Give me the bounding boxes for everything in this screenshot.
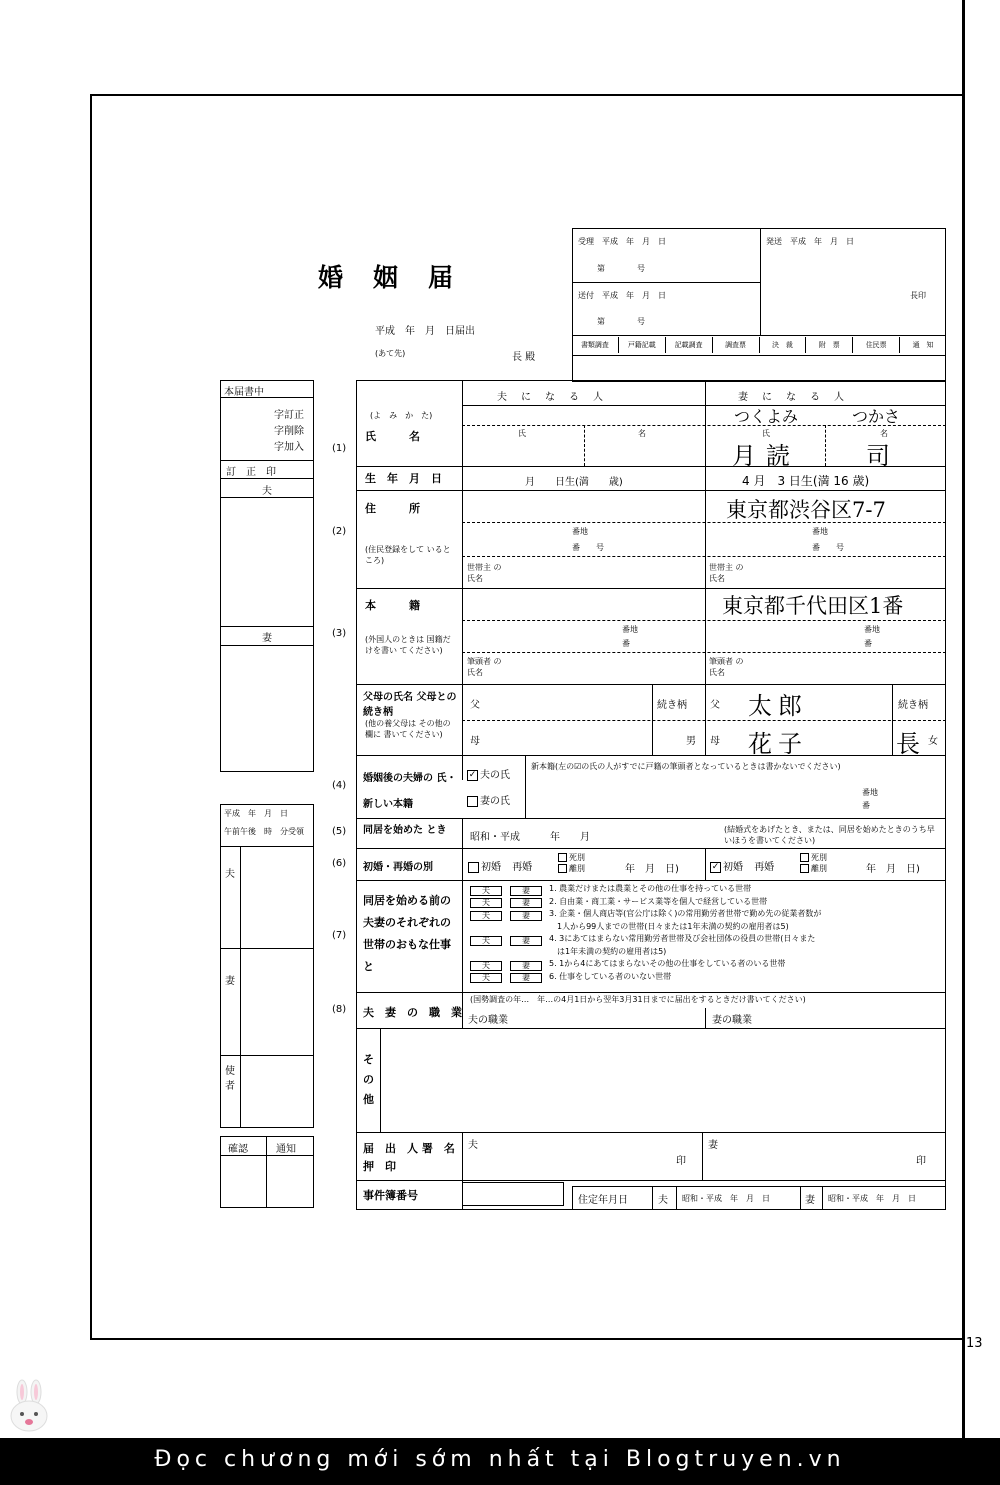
form-title: 婚姻届: [318, 263, 484, 292]
husband-first-marriage-checkbox[interactable]: [468, 862, 479, 873]
office-check-col: 書類調査: [580, 341, 609, 349]
husband-father-label: 父: [470, 700, 480, 711]
work-items-list: [549, 883, 944, 983]
wife-mother-label: 母: [710, 736, 720, 747]
chief-seal: 長印: [910, 291, 926, 300]
footer-text[interactable]: Đọc chương mới sớm nhất tại Blogtruyen.vn: [154, 1447, 846, 1472]
cohab-value: 昭和・平成 年 月: [470, 832, 590, 843]
office-check-col: 決 裁: [759, 337, 806, 353]
parents-label: 父母の氏名 父母との続き柄: [363, 692, 457, 718]
husband-relation-label: 続き柄: [657, 700, 687, 711]
wife-father-label: 父: [710, 700, 720, 711]
notify-label: 通知: [276, 1144, 296, 1155]
section-number-8: (8): [332, 1004, 347, 1015]
work-wife-checkbox[interactable]: 妻: [510, 911, 542, 921]
husband-divorce-label: 離別: [569, 864, 585, 873]
husband-surname-label: 氏: [518, 429, 526, 438]
dispatch-line: 発送 平成 年 月 日: [766, 237, 854, 246]
parents-note: (他の養父母は その他の欄に 書いてください): [365, 719, 451, 739]
wife-divorce-label: 離別: [811, 864, 827, 873]
honseki-label: 本 籍: [365, 599, 420, 612]
work-wife-checkbox[interactable]: 妻: [510, 936, 542, 946]
work-item: 2. 自由業・商工業・サービス業等を個人で経営している世帯: [549, 896, 768, 906]
panel-wife: 妻: [262, 633, 272, 644]
husband-mother-label: 母: [470, 736, 480, 747]
other-field[interactable]: [382, 1030, 944, 1130]
work-item: は1年未満の契約の雇用者は5): [549, 946, 667, 956]
work-item: 1人から99人までの世帯(日々または1年未満の契約の雇用者は5): [549, 921, 789, 931]
signer-husband: 夫: [468, 1140, 478, 1151]
filing-date: 平成 年 月 日届出: [375, 326, 475, 337]
wife-divorce-checkbox[interactable]: [800, 864, 809, 873]
work-husband-checkbox[interactable]: 夫: [470, 936, 502, 946]
handwritten-mother: 花子: [748, 730, 808, 758]
work-husband-checkbox[interactable]: 夫: [470, 973, 502, 983]
handwritten-reading-given: つかさ: [852, 407, 901, 426]
census-note: (国勢調査の年… 年…の4月1日から翌年3月31日までに届出をするときだけ書いてください): [470, 995, 806, 1004]
section-number-2: (2): [332, 526, 347, 537]
reception-messenger: 使者: [225, 1066, 235, 1092]
correction-fix: 字訂正: [274, 410, 304, 421]
husband-marriage-type[interactable]: [468, 858, 532, 873]
forward-line: 送付 平成 年 月 日: [578, 291, 666, 300]
correction-add: 字加入: [274, 442, 304, 453]
wife-honseki-ban: 番: [864, 639, 872, 648]
work-item: 3. 企業・個人商店等(官公庁は除く)の常用勤労者世帯で勤め先の従業者数が: [549, 909, 822, 918]
wife-job-label: 妻の職業: [712, 1015, 752, 1026]
wife-banchi: 番地: [812, 527, 828, 536]
office-check-columns: [572, 337, 946, 353]
wife-death-sep-checkbox[interactable]: [800, 853, 809, 862]
husband-given-label: 名: [638, 429, 646, 438]
work-item: 6. 仕事をしている者のいない世帯: [549, 971, 672, 981]
addressee-note: (あて先): [375, 349, 406, 358]
handwritten-reading-surname: つくよみ: [734, 407, 799, 426]
wife-first-marriage-checkbox[interactable]: ✓: [711, 861, 720, 872]
name-label: 氏 名: [365, 430, 420, 443]
husband-seal: 印: [676, 1156, 686, 1167]
husband-death-sep-label: 死別: [569, 853, 585, 862]
wife-first-marriage-label: 初婚: [723, 862, 743, 873]
handwritten-relation: 長: [896, 730, 920, 758]
work-husband-checkbox[interactable]: 夫: [470, 911, 502, 921]
signer-label: 届 出 人 署 名 押 印: [363, 1142, 466, 1173]
page-number: 13: [966, 1336, 983, 1351]
husband-household-head: 世帯主 の氏名: [467, 563, 502, 583]
wife-seal: 印: [916, 1156, 926, 1167]
panel-header: 本届書中: [224, 387, 264, 398]
residence-wife: 妻: [805, 1195, 815, 1206]
forward-number: 第 号: [597, 317, 645, 326]
confirm-label: 確認: [228, 1144, 248, 1155]
address-note: (住民登録をして いるところ): [365, 545, 451, 565]
cohab-label: 同居を始めた とき: [363, 825, 447, 836]
husband-remarriage-label: 再婚: [512, 862, 533, 873]
wife-hittousha: 筆頭者 の氏名: [709, 657, 744, 677]
handwritten-given: 司: [866, 442, 890, 470]
work-label: 同居を始める前の夫妻のそれぞれの世帯のおもな仕事と: [363, 894, 451, 973]
handwritten-address: 東京都渋谷区7-7: [726, 498, 886, 522]
surname-after-label: 婚姻後の夫婦の 氏・新しい本籍: [363, 773, 457, 810]
case-number-field[interactable]: [462, 1182, 564, 1206]
wife-ban-go: 番 号: [812, 543, 844, 552]
reception-number: 第 号: [597, 264, 645, 273]
office-check-col: 附 票: [805, 337, 852, 353]
residence-date-label: 住定年月日: [578, 1195, 628, 1206]
signer-wife: 妻: [708, 1140, 718, 1151]
wife-remarriage-date: 年 月 日): [866, 864, 920, 875]
work-wife-checkbox[interactable]: 妻: [510, 886, 542, 896]
office-check-col: 調査票: [712, 337, 759, 353]
address-label: 住 所: [365, 502, 420, 515]
occupation-label: 夫 妻 の 職 業: [363, 1006, 462, 1019]
section-number-4: (4): [332, 780, 347, 791]
work-item: 5. 1から4にあてはまらないその他の仕事をしている者のいる世帯: [549, 959, 786, 968]
wife-remarriage-kind[interactable]: [800, 852, 827, 874]
husband-job-label: 夫の職業: [468, 1015, 508, 1026]
handwritten-birth: 4 月 3 日生(満 16 歳): [742, 474, 870, 488]
wife-household-head: 世帯主 の氏名: [709, 563, 744, 583]
husband-birth: 月 日生(満 歳): [525, 477, 623, 488]
wife-relation-label: 続き柄: [898, 700, 928, 711]
yomikata-label: (よ み か た): [370, 411, 433, 420]
work-item: 1. 農業だけまたは農業とその他の仕事を持っている世帯: [549, 884, 752, 893]
correction-delete: 字削除: [274, 426, 304, 437]
wife-marriage-type[interactable]: [710, 858, 774, 873]
marriage-type-label: 初婚・再婚の別: [363, 862, 433, 873]
new-honseki-banchi: 番地: [862, 788, 878, 797]
reception-line: 受理 平成 年 月 日: [578, 237, 666, 246]
reception-date: 平成 年 月 日: [224, 809, 288, 818]
section-number-3: (3): [332, 628, 347, 639]
husband-first-marriage-label: 初婚: [481, 862, 501, 873]
other-label: そ の 他: [363, 1053, 374, 1106]
new-honseki-ban: 番: [862, 801, 870, 810]
handwritten-honseki: 東京都千代田区1番: [722, 594, 904, 618]
office-check-col: 戸籍記載: [618, 337, 665, 353]
work-item: 4. 3にあてはまらない常用勤労者世帯及び会社団体の役員の世帯(日々また: [549, 934, 816, 943]
wife-surname-option-label: 妻の氏: [480, 796, 510, 807]
wife-given-label: 名: [880, 429, 888, 438]
cohab-note: (結婚式をあげたとき、または、同居を始めたときのうち早いほうを書いてください): [724, 825, 935, 845]
wife-death-sep-label: 死別: [811, 853, 827, 862]
section-number-5: (5): [332, 826, 347, 837]
section-number-1: (1): [332, 443, 347, 454]
reception-husband: 夫: [225, 869, 235, 880]
section-number-7: (7): [332, 930, 347, 941]
husband-death-sep-checkbox[interactable]: [558, 853, 567, 862]
work-husband-checkbox[interactable]: 夫: [470, 961, 502, 971]
work-checkboxes[interactable]: [470, 884, 550, 988]
office-check-col: 記載調査: [665, 337, 712, 353]
residence-wife-date: 昭和・平成 年 月 日: [828, 1194, 916, 1203]
office-use-box: [572, 228, 946, 382]
handwritten-father: 太郎: [748, 692, 808, 720]
work-wife-checkbox[interactable]: 妻: [510, 898, 542, 908]
chief-addressee: 長 殿: [512, 352, 536, 363]
husband-surname-option[interactable]: [467, 766, 510, 781]
husband-surname-option-label: 夫の氏: [480, 770, 510, 781]
office-check-col: 通 知: [899, 337, 946, 353]
daughter-label: 女: [928, 736, 938, 747]
husband-honseki-banchi: 番地: [622, 625, 638, 634]
case-number-label: 事件簿番号: [363, 1189, 418, 1202]
reception-time: 午前午後 時 分受領: [224, 827, 304, 836]
panel-husband: 夫: [262, 486, 272, 497]
wife-remarriage-label: 再婚: [754, 862, 775, 873]
husband-surname-checkbox[interactable]: ✓: [468, 769, 477, 780]
residence-husband-date: 昭和・平成 年 月 日: [682, 1194, 770, 1203]
office-check-col: 住民票: [852, 337, 899, 353]
wife-surname-option[interactable]: [467, 792, 510, 807]
husband-banchi: 番地: [572, 527, 588, 536]
wife-column-header: 妻 に な る 人: [738, 392, 846, 403]
seal-header: 訂 正 印: [226, 467, 276, 478]
husband-column-header: 夫 に な る 人: [497, 392, 605, 403]
wife-honseki-banchi: 番地: [864, 625, 880, 634]
bunny-logo-icon: [6, 1378, 52, 1434]
husband-honseki-ban: 番: [622, 639, 630, 648]
wife-surname-checkbox[interactable]: [467, 796, 478, 807]
work-wife-checkbox[interactable]: 妻: [510, 973, 542, 983]
work-husband-checkbox[interactable]: 夫: [470, 898, 502, 908]
husband-remarriage-date: 年 月 日): [625, 864, 679, 875]
new-honseki-label: 新本籍(左の☑の氏の人がすでに戸籍の筆頭者となっているときは書かないでください): [531, 762, 841, 771]
husband-hittousha: 筆頭者 の氏名: [467, 657, 502, 677]
reception-wife: 妻: [225, 976, 235, 987]
wife-surname-label: 氏: [762, 429, 770, 438]
birth-label: 生 年 月 日: [365, 472, 442, 485]
husband-divorce-checkbox[interactable]: [558, 864, 567, 873]
handwritten-surname: 月読: [732, 442, 800, 470]
husband-remarriage-kind[interactable]: [558, 852, 585, 874]
work-wife-checkbox[interactable]: 妻: [510, 961, 542, 971]
honseki-note: (外国人のときは 国籍だけを書い てください): [365, 635, 451, 655]
husband-ban-go: 番 号: [572, 543, 604, 552]
work-husband-checkbox[interactable]: 夫: [470, 886, 502, 896]
son-label: 男: [686, 736, 696, 747]
residence-husband: 夫: [658, 1195, 668, 1206]
section-number-6: (6): [332, 858, 347, 869]
